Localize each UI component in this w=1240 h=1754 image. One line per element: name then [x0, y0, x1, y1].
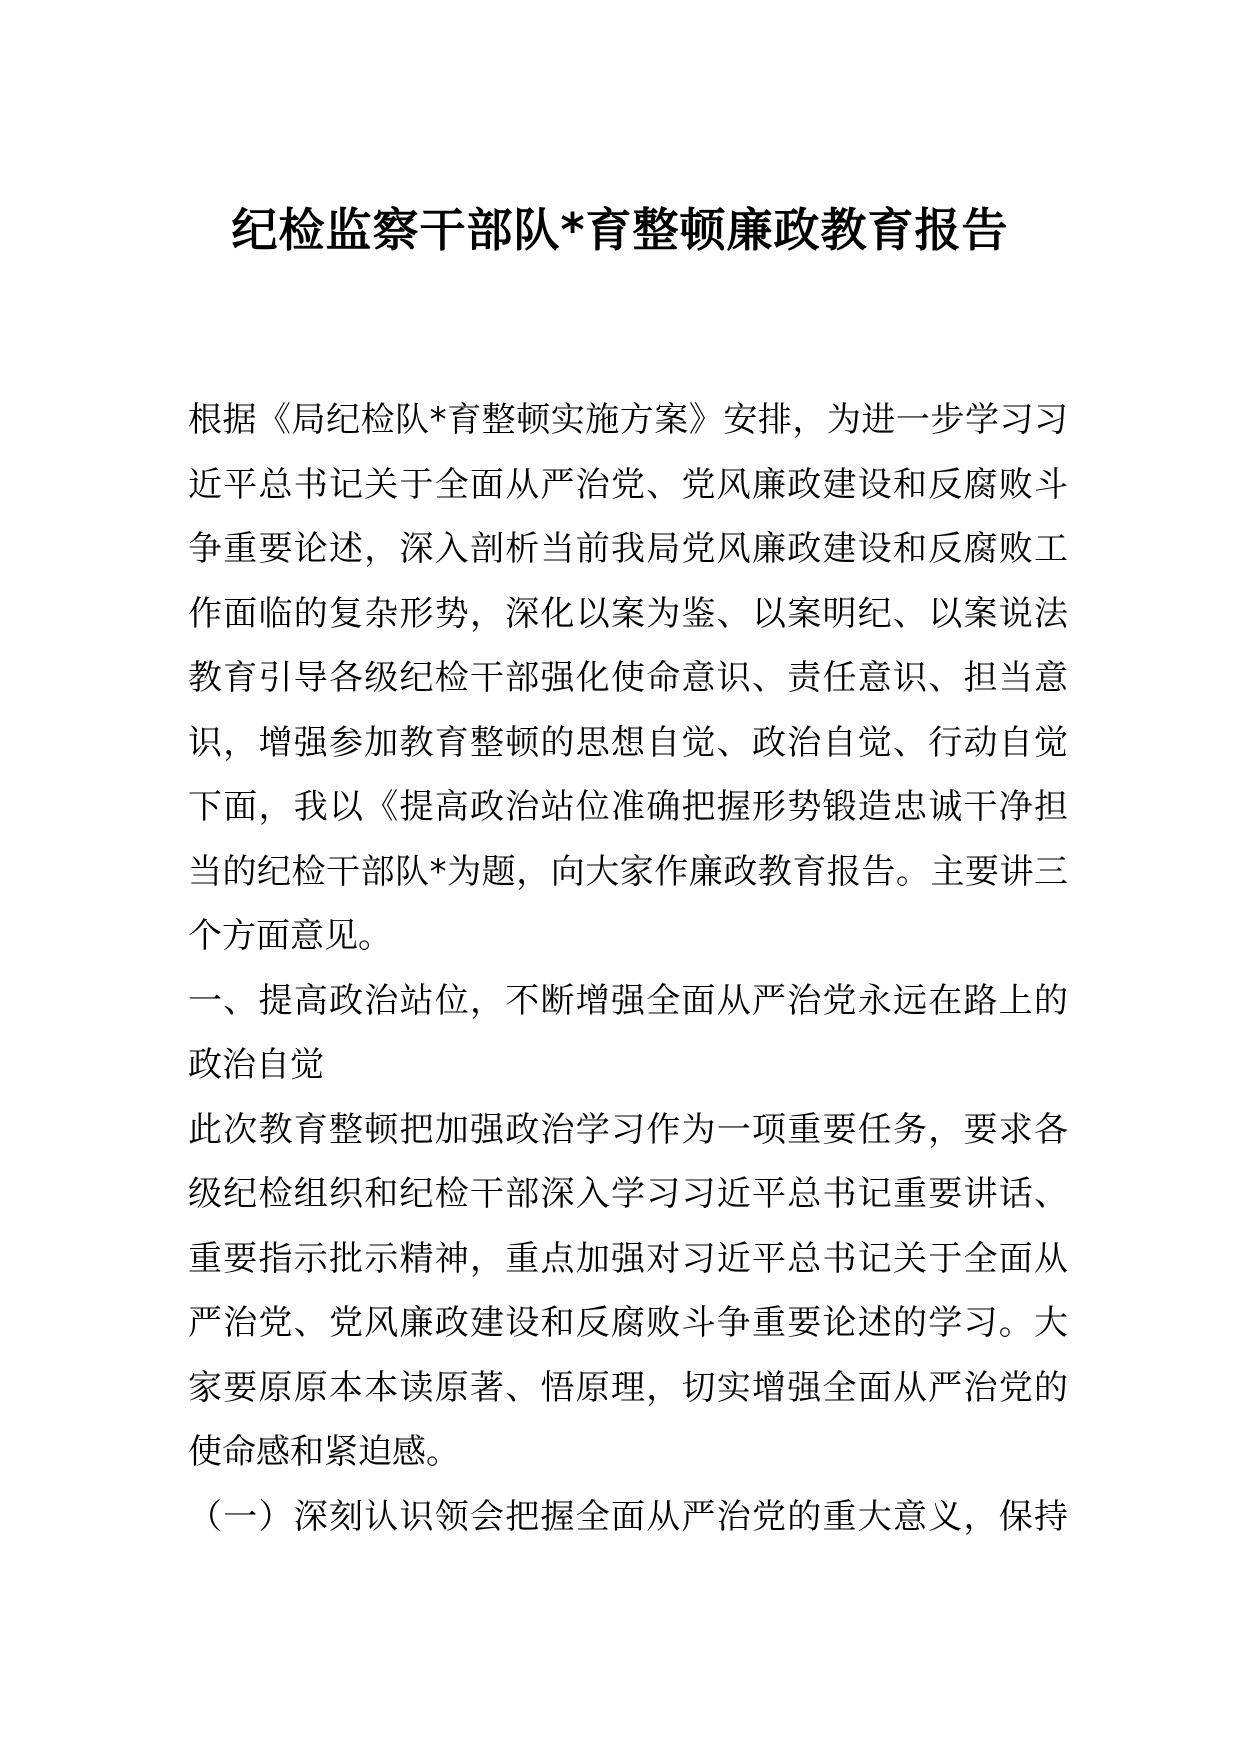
- paragraph-line: 严治党、党风廉政建设和反腐败斗争重要论述的学习。大: [188, 1303, 1068, 1343]
- subsection-heading-line: （一）深刻认识领会把握全面从严治党的重大意义，保持: [188, 1496, 1068, 1537]
- paragraph-line: 识，增强参加教育整顿的思想自觉、政治自觉、行动自觉: [188, 722, 1068, 763]
- paragraph-line: 重要指示批示精神，重点加强对习近平总书记关于全面从: [188, 1238, 1068, 1279]
- document-body: [188, 388, 1068, 1549]
- paragraph-line: 争重要论述，深入剖析当前我局党风廉政建设和反腐败工: [188, 529, 1068, 569]
- section-heading-line: 政治自觉: [188, 1045, 324, 1085]
- paragraph-line: 作面临的复杂形势，深化以案为鉴、以案明纪、以案说法: [188, 593, 1068, 634]
- paragraph-line: 根据《局纪检队*育整顿实施方案》安排，为进一步学习习: [188, 400, 1068, 440]
- document-title: 纪检监察干部队*育整顿廉政教育报告: [231, 203, 1009, 257]
- paragraph-line: 当的纪检干部队*为题，向大家作廉政教育报告。主要讲三: [188, 851, 1068, 892]
- paragraph-line: 级纪检组织和纪检干部深入学习习近平总书记重要讲话、: [188, 1174, 1068, 1214]
- paragraph-line: 个方面意见。: [188, 916, 392, 956]
- paragraph-line: 下面，我以《提高政治站位准确把握形势锻造忠诚干净担: [188, 787, 1068, 827]
- paragraph-line: 使命感和紧迫感。: [188, 1432, 460, 1472]
- paragraph-line: 此次教育整顿把加强政治学习作为一项重要任务，要求各: [188, 1109, 1068, 1150]
- paragraph-line: 教育引导各级纪检干部强化使命意识、责任意识、担当意: [188, 658, 1068, 698]
- paragraph-line: 近平总书记关于全面从严治党、党风廉政建设和反腐败斗: [188, 464, 1068, 505]
- paragraph-line: 家要原原本本读原著、悟原理，切实增强全面从严治党的: [188, 1367, 1068, 1408]
- section-heading-line: 一、提高政治站位，不断增强全面从严治党永远在路上的: [188, 980, 1068, 1021]
